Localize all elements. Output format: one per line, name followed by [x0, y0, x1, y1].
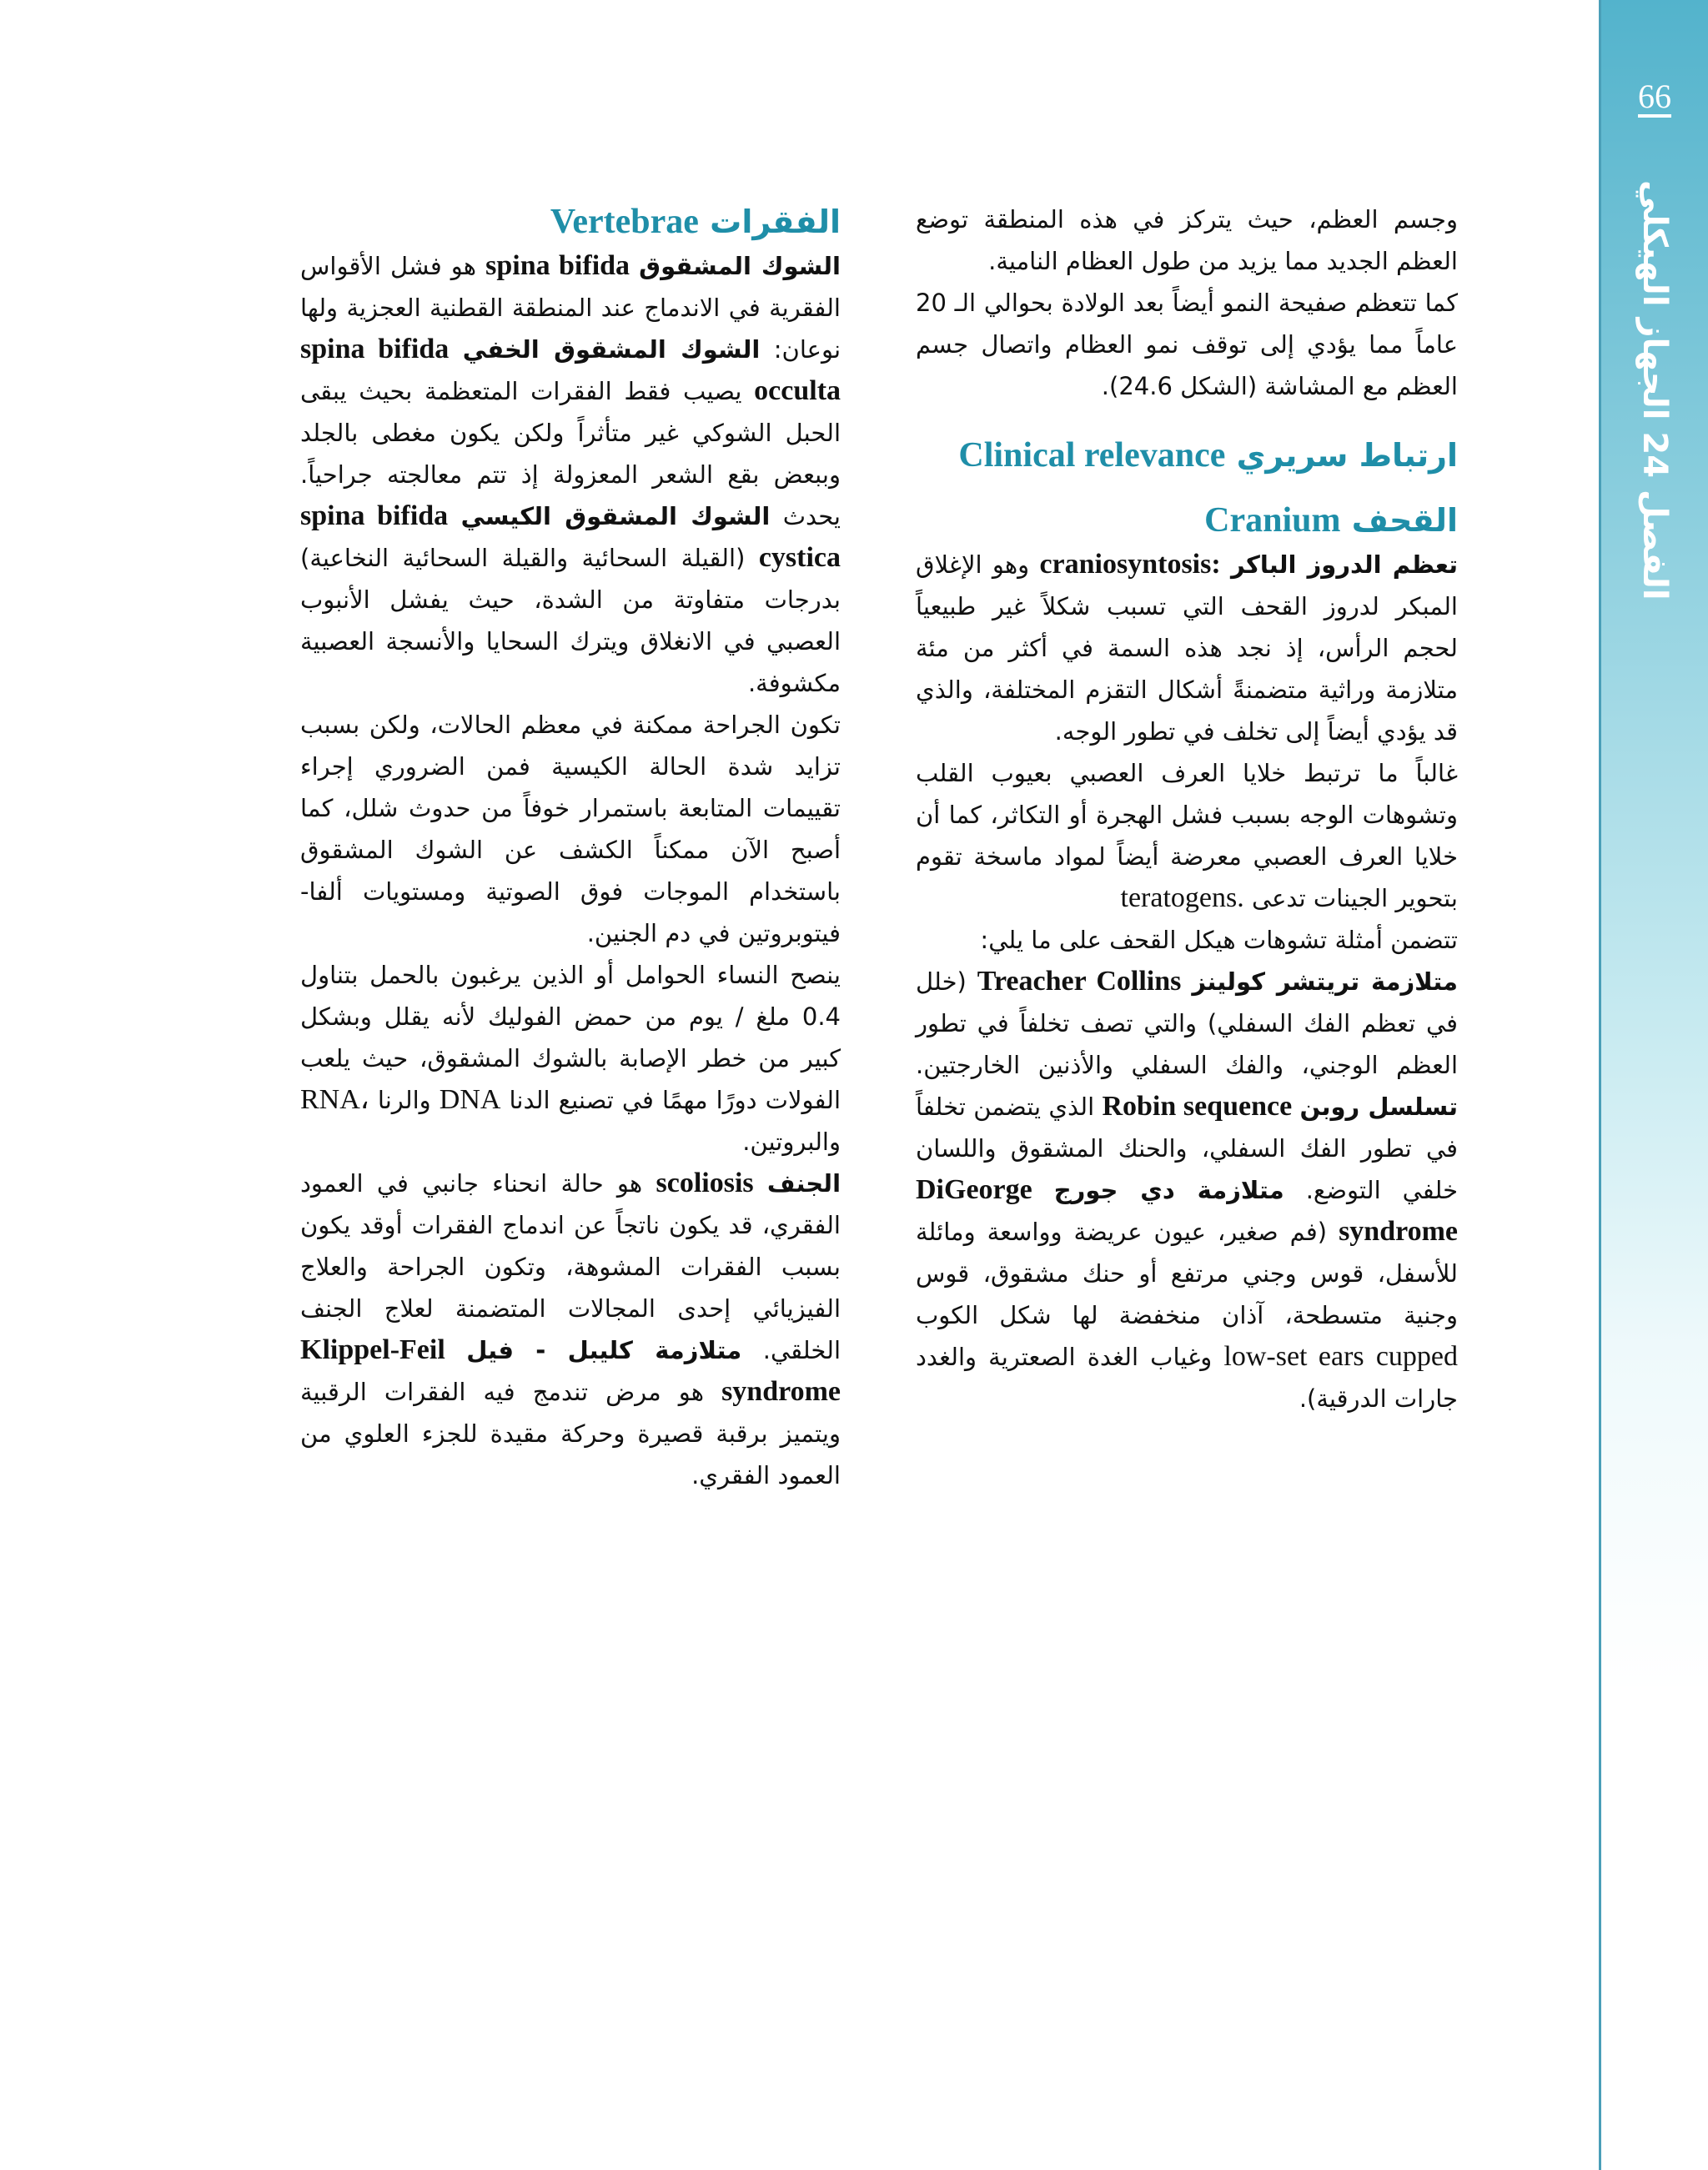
- chapter-title: [1618, 180, 1691, 600]
- right-column: [916, 198, 1458, 1419]
- text: هو حالة انحناء جانبي في العمود الفقري، قد يكون ناتجاً عن اندماج الفقرات أوقد يكون بسبب الفقرات المشوهة، وتكون الجراحة والعلاج الفيزيائي إحدى المجالات المتضمنة لعلاج الجنف الخلقي.: [300, 1169, 841, 1364]
- heading-ar: القحف: [1351, 502, 1458, 539]
- term-en: craniosyntosis:: [1039, 549, 1221, 580]
- term-en: teratogens.: [1120, 882, 1244, 913]
- text: وغياب الغدة الصعترية والغدد جارات الدرقية).: [916, 1343, 1458, 1413]
- section-heading-clinical: [916, 432, 1458, 479]
- text: هو مرض تندمج فيه الفقرات الرقبية ويتميز برقبة قصيرة وحركة مقيدة للجزء العلوي من العمود الفقري.: [300, 1378, 841, 1489]
- term-en: Treacher Collins: [977, 966, 1182, 997]
- term-ar: الشوك المشقوق الخفي: [462, 335, 761, 364]
- term-ar: تعظم الدروز الباكر: [1230, 550, 1459, 579]
- side-band-divider: [1599, 0, 1601, 2170]
- text: غالباً ما ترتبط خلايا العرف العصبي بعيوب القلب وتشوهات الوجه بسبب فشل الهجرة أو التكاثر، كما أن خلايا العرف العصبي معرضة أيضاً لمواد ماسخة تقوم بتحوير الجينات تدعى: [916, 759, 1458, 912]
- text: (فم صغير، عيون عريضة وواسعة ومائلة للأسفل، قوس وجني مرتفع أو حنك مشقوق، قوس وجنية متسطحة، آذان منخفضة لها شكل الكوب: [916, 1218, 1458, 1329]
- heading-en: Clinical relevance: [958, 436, 1226, 475]
- text: (القيلة السحائية والقيلة السحائية النخاعية) بدرجات متفاوتة من الشدة، حيث يفشل الأنبوب العصبي في الانغلاق ويترك السحايا والأنسجة العصبية مكشوفة.: [300, 544, 841, 697]
- term-en: spina bifida: [485, 250, 630, 281]
- paragraph-examples-intro: تتضمن أمثلة تشوهات هيكل القحف على ما يلي:: [980, 926, 1458, 954]
- section-heading-vertebrae: [300, 198, 841, 245]
- term-en: spina bifida occulta: [300, 334, 841, 406]
- chapter-title-text: الفصل 24 الجهاز الهيكلي: [1635, 180, 1674, 600]
- heading-ar: الفقرات: [710, 203, 841, 240]
- term-ar: الشوك المشقوق الكيسي: [460, 502, 771, 530]
- text: يصيب فقط الفقرات المتعظمة بحيث يبقى الحبل الشوكي غير متأثراً ولكن يكون مغطى بالجلد وببعض بقع الشعر المعزولة إذ تتم معالجته جراحياً.: [300, 377, 841, 489]
- paragraph-syndromes: [916, 961, 1458, 1419]
- term-en: low-set ears: [1223, 1341, 1364, 1372]
- term-ar: الشوك المشقوق: [639, 252, 841, 280]
- term-ar: متلازمة دي جورج: [1053, 1176, 1284, 1204]
- term-en: DiGeorge syndrome: [916, 1174, 1459, 1247]
- term-en: Robin sequence: [1102, 1091, 1293, 1122]
- paragraph-spina-bifida: [300, 245, 841, 704]
- paragraph: وجسم العظم، حيث يتركز في هذه المنطقة توضع العظم الجديد مما يزيد من طول العظام النامية.: [916, 205, 1458, 275]
- text: ينصح النساء الحوامل أو الذين يرغبون بالحمل بتناول 0.4 ملغ / يوم من حمض الفوليك لأنه يقلل وبشكل كبير من خطر الإصابة بالشوك المشقوق، حيث يلعب الفولات دورًا مهمًا في تصنيع الدنا: [300, 961, 841, 1114]
- term-en: Klippel-Feil syndrome: [300, 1334, 841, 1407]
- text: والرنا: [377, 1086, 431, 1114]
- heading-ar: ارتباط سريري: [1236, 437, 1458, 474]
- term-en: spina bifida cystica: [300, 500, 841, 573]
- paragraph-folic-acid: [300, 954, 841, 1163]
- text: والبروتين.: [742, 1128, 841, 1156]
- section-heading-cranium: [916, 497, 1458, 544]
- paragraph-craniosynostosis: [916, 544, 1458, 752]
- term-en: cupped: [1375, 1341, 1459, 1372]
- text: (خلل في تعظم الفك السفلي) والتي تصف تخلفاً في تطور العظم الوجني، والفك السفلي والأذنين الخارجتين.: [916, 967, 1458, 1079]
- text: هو فشل الأقواس الفقرية في الاندماج عند المنطقة القطنية العجزية ولها نوعان:: [300, 252, 841, 364]
- paragraph-surgery: تكون الجراحة ممكنة في معظم الحالات، ولكن بسبب تزايد شدة الحالة الكيسية فمن الضروري إجراء تقييمات المتابعة باستمرار خوفاً من حدوث شلل، كما أصبح الآن ممكناً الكشف عن الشوك المشقوق باستخدام الموجات فوق الصوتية ومستويات ألفا-فيتوبروتين في دم الجنين.: [300, 711, 841, 947]
- term-ar: متلازمة كليبل - فيل: [466, 1336, 742, 1364]
- term-ar: تسلسل روبن: [1299, 1093, 1459, 1121]
- heading-en: Cranium: [1204, 501, 1341, 540]
- term-ar: متلازمة تريتشر كولينز: [1192, 967, 1458, 996]
- left-column: [300, 198, 841, 1496]
- term-en: scoliosis: [656, 1168, 754, 1198]
- paragraph-neural-crest: [916, 752, 1458, 919]
- paragraph: كما تتعظم صفيحة النمو أيضاً بعد الولادة بحوالي الـ 20 عاماً مما يؤدي إلى توقف نمو العظام واتصال جسم العظم مع المشاشة (الشكل 24.6).: [916, 289, 1458, 400]
- text: يحدث: [782, 502, 841, 530]
- term-en: DNA: [439, 1084, 501, 1115]
- paragraph-scoliosis: [300, 1163, 841, 1496]
- term-ar: الجنف: [766, 1169, 841, 1198]
- page-number: 66: [1638, 78, 1671, 115]
- heading-en: Vertebrae: [550, 203, 699, 241]
- term-en: RNA،: [300, 1084, 369, 1115]
- text: الذي يتضمن تخلفاً في تطور الفك السفلي، والحنك المشقوق واللسان خلفي التوضع.: [916, 1093, 1458, 1204]
- text: وهو الإغلاق المبكر لدروز القحف التي تسبب شكلاً غير طبيعياً لحجم الرأس، إذ نجد هذه السمة في أكثر من مئة متلازمة وراثية متضمنةً أشكال التقزم المختلفة، والذي قد يؤدي أيضاً إلى تخلف في تطور الوجه.: [916, 550, 1458, 746]
